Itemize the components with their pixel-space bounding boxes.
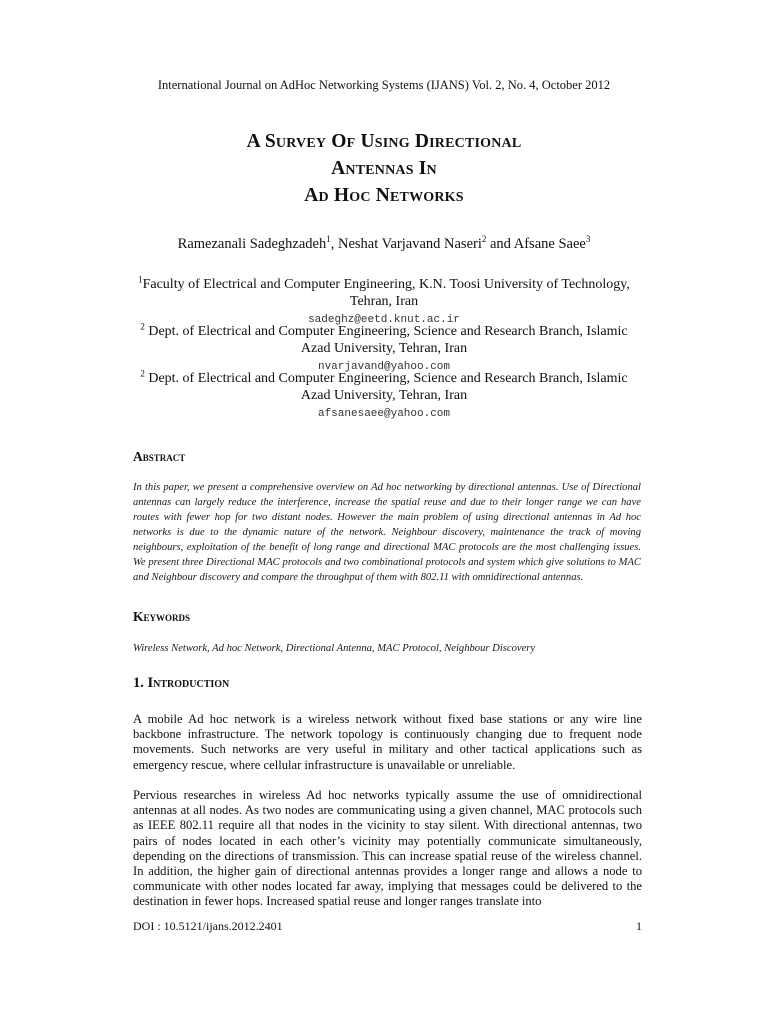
author-1: Ramezanali Sadeghzadeh: [177, 236, 327, 252]
affiliation-1: [130, 274, 638, 332]
affiliation-text: Faculty of Electrical and Computer Engineering, K.N. Toosi University of Technology, Tehran, Iran: [142, 277, 630, 309]
affiliation-sup: 2: [140, 321, 145, 332]
title-line-3: Ad Hoc Networks: [304, 185, 464, 206]
author-3: Afsane Saee: [513, 236, 586, 252]
keywords-heading: Keywords: [133, 609, 191, 624]
affiliation-3: [130, 370, 638, 423]
author-separator: and: [486, 236, 514, 252]
affiliation-text: Dept. of Electrical and Computer Engineering, Science and Research Branch, Islamic Azad University, Tehran, Iran: [144, 371, 628, 403]
author-email: sadeghz@eetd.knut.ac.ir: [308, 314, 460, 326]
affiliation-sup: 1: [138, 274, 143, 285]
affiliation-text: Dept. of Electrical and Computer Engineering, Science and Research Branch, Islamic Azad University, Tehran, Iran: [144, 324, 628, 356]
author-2: Neshat Varjavand Naseri: [337, 236, 482, 252]
author-email: nvarjavand@yahoo.com: [317, 361, 451, 373]
affiliation-2: [130, 321, 638, 379]
author-3-sup: 3: [585, 234, 591, 245]
affiliation-sup: 2: [140, 368, 145, 379]
introduction-paragraph-1: A mobile Ad hoc network is a wireless network without fixed base stations or any wire line backbone infrastructure. The network topology is continuously changing due to frequent node movements. Such networks are very useful in military and other tactical applications such as emergency rescue, where cellular infrastructure is unavailable or unreliable.: [133, 712, 642, 772]
author-list: [0, 236, 768, 253]
introduction-heading: 1. Introduction: [133, 675, 230, 691]
author-1-sup: 1: [326, 234, 331, 245]
author-separator: ,: [330, 236, 338, 252]
doi-text: DOI : 10.5121/ijans.2012.2401: [133, 919, 283, 933]
title-line-1: A Survey Of Using Directional: [246, 131, 522, 152]
author-2-sup: 2: [481, 234, 487, 245]
page-footer: [133, 919, 642, 934]
page-number: 1: [636, 919, 642, 933]
title-line-2: Antennas In: [331, 158, 437, 179]
abstract-text: In this paper, we present a comprehensive overview on Ad hoc networking by directional antennas. Use of Directional antennas can largely reduce the interference, increase the spatial reuse and due to their longer range we can have routes with fewer hop for two distant nodes. However the main problem of using directional antennas in Ad hoc networks is due to the dynamic nature of the network. Neighbour discovery, maintenance the track of moving neighbours, exploitation of the benefit of long range and directional MAC protocols are the most challenging issues. We present three Directional MAC protocols and two combinational protocols and system which give solutions to MAC and Neighbour discovery and compare the throughput of them with 802.11 with omnidirectional antennas.: [133, 482, 641, 583]
author-email: afsanesaee@yahoo.com: [317, 408, 451, 420]
running-header: International Journal on AdHoc Networking Systems (IJANS) Vol. 2, No. 4, October 2012: [157, 78, 611, 92]
keywords-text: Wireless Network, Ad hoc Network, Directional Antenna, MAC Protocol, Neighbour Discovery: [133, 643, 536, 654]
introduction-paragraph-2: Pervious researches in wireless Ad hoc networks typically assume the use of omnidirectional antennas at all nodes. As two nodes are communicating using a given channel, MAC protocols such as IEEE 802.11 require all that nodes in the vicinity to stay silent. With directional antennas, two pairs of nodes located in each other’s vicinity may potentially communicate simultaneously, depending on the directions of transmission. This can increase spatial reuse of the wireless channel. In addition, the higher gain of directional antennas provides a longer range and allows a node to communicate with other nodes located far away, implying that messages could be delivered to the destination in fewer hops. Increased spatial reuse and longer ranges translate into: [133, 788, 642, 909]
paper-title: [0, 128, 768, 209]
abstract-heading: Abstract: [133, 449, 186, 464]
